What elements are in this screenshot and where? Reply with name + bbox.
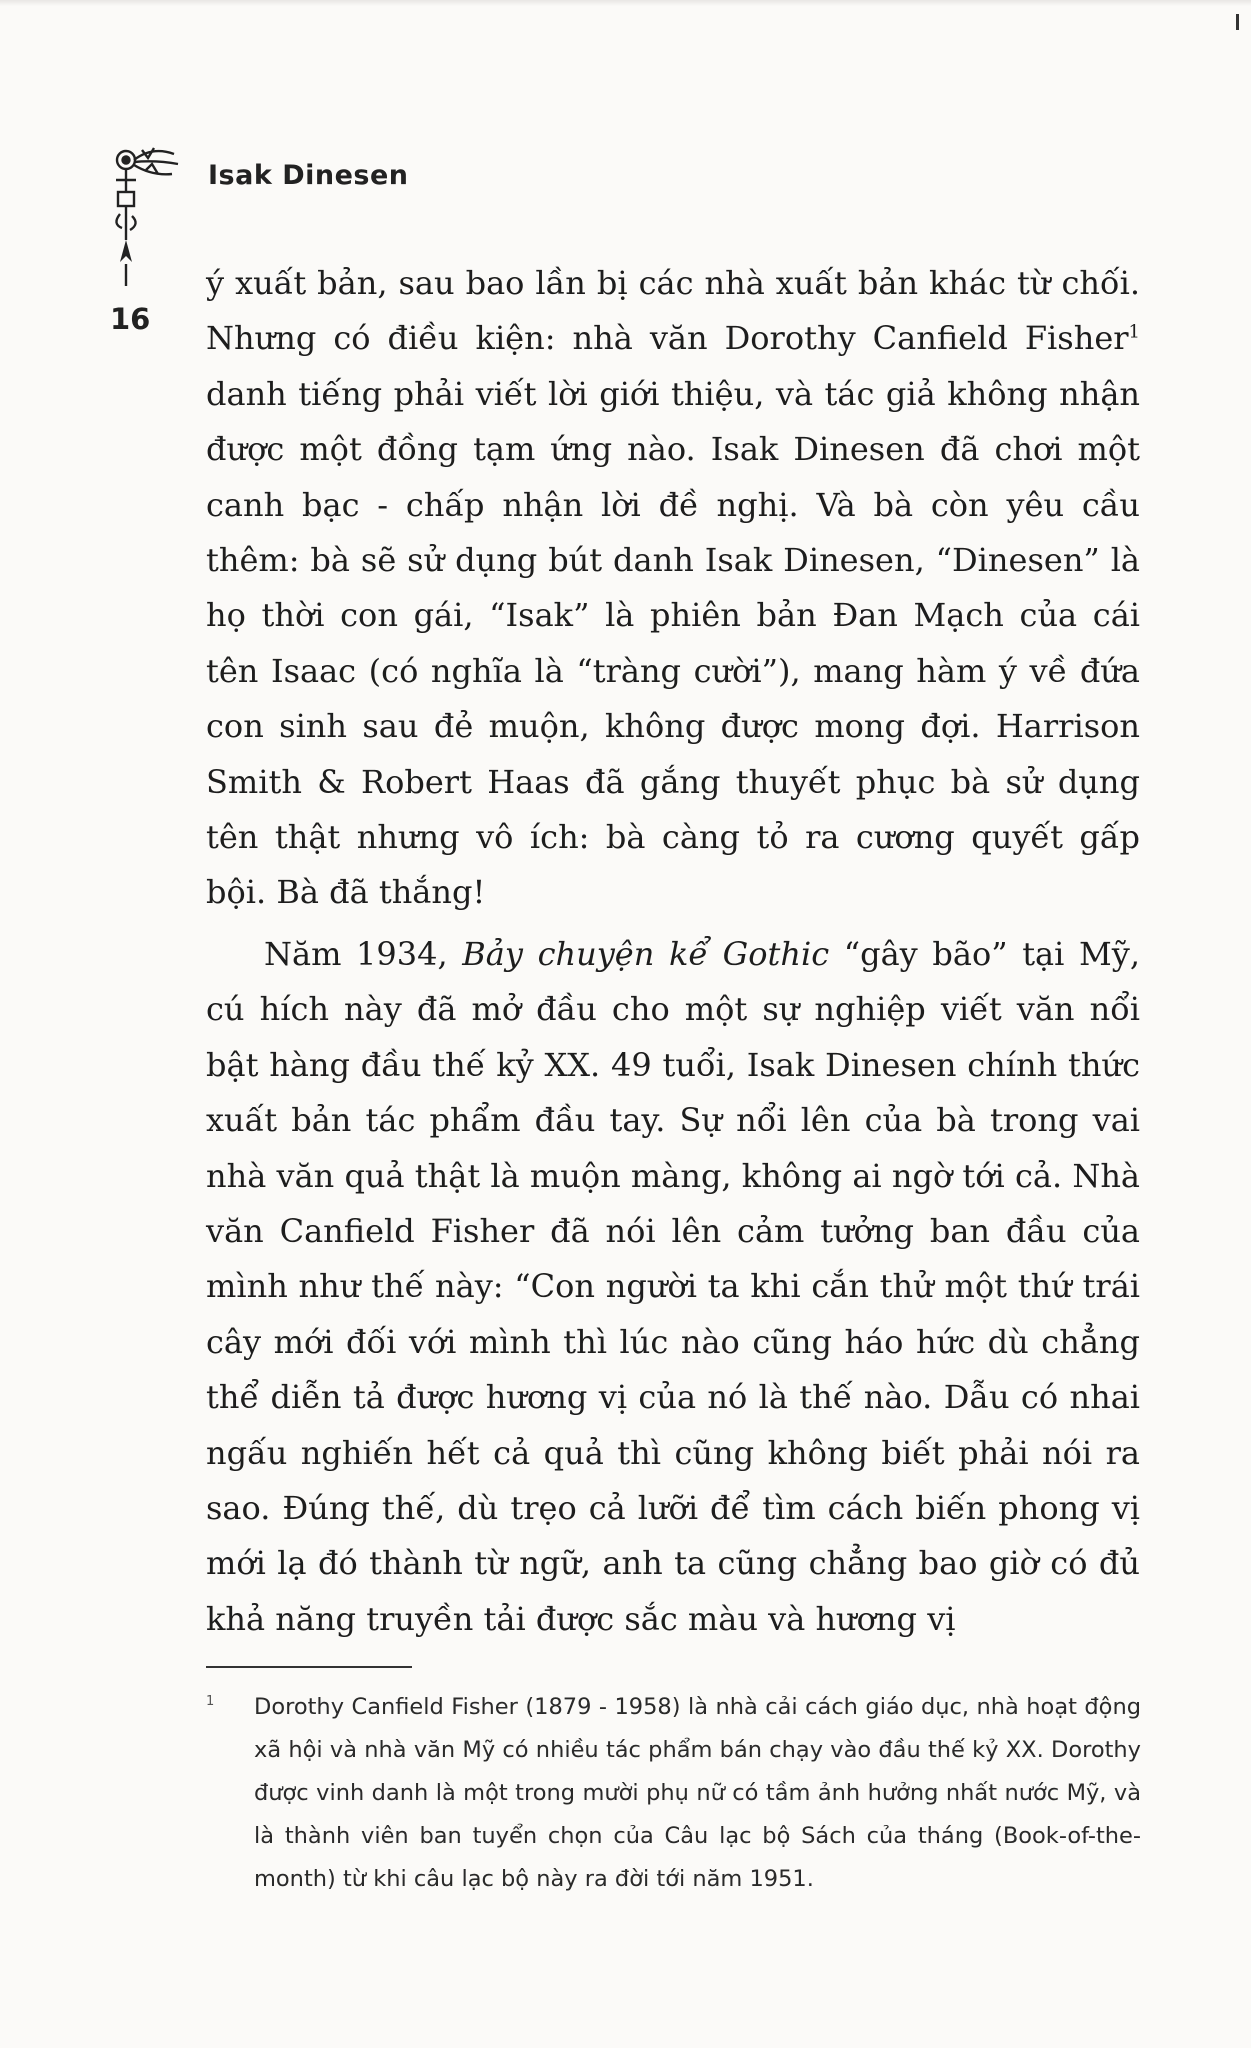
decorative-flourish-icon <box>112 140 182 290</box>
paragraph <box>206 927 1140 1647</box>
paragraph-text: ý xuất bản, sau bao lần bị các nhà xuất bản khác từ chối. Nhưng có điều kiện: nhà văn Dorothy Canfield Fisher <box>206 264 1140 358</box>
footnote-text: Dorothy Canfield Fisher (1879 - 1958) là nhà cải cách giáo dục, nhà hoạt động xã hội và nhà văn Mỹ có nhiều tác phẩm bán chạy vào đầu thế kỷ XX. Dorothy được vinh danh là một trong mười phụ nữ có tầm ảnh hưởng nhất nước Mỹ, và là thành viên ban tuyển chọn của Câu lạc bộ Sách của tháng (Book-of-the-month) từ khi câu lạc bộ này ra đời tới năm 1951. <box>254 1694 1141 1892</box>
page-number: 16 <box>110 302 151 336</box>
corner-crop-mark <box>1236 14 1239 30</box>
footnote <box>206 1686 1141 1901</box>
book-title: Bảy chuyện kể Gothic <box>462 934 830 973</box>
paragraph-text: danh tiếng phải viết lời giới thiệu, và tác giả không nhận được một đồng tạm ứng nào. Isak Dinesen đã chơi một canh bạc - chấp nhận lời đề nghị. Và bà còn yêu cầu thêm: bà sẽ sử dụng bút danh Isak Dinesen, “Dinesen” là họ thời con gái, “Isak” là phiên bản Đan Mạch của cái tên Isaac (có nghĩa là “tràng cười”), mang hàm ý về đứa con sinh sau đẻ muộn, không được mong đợi. Harrison Smith & Robert Haas đã gắng thuyết phục bà sử dụng tên thật nhưng vô ích: bà càng tỏ ra cương quyết gấp bội. Bà đã thắng! <box>206 374 1140 912</box>
running-head: Isak Dinesen <box>208 160 409 191</box>
footnote-divider <box>206 1666 412 1668</box>
paragraph <box>206 256 1140 921</box>
footnote-reference: 1 <box>1128 321 1140 343</box>
page-top-edge <box>0 0 1251 6</box>
paragraph-text: Năm 1934, <box>264 934 463 973</box>
paragraph-text: “gây bão” tại Mỹ, cú hích này đã mở đầu cho một sự nghiệp viết văn nổi bật hàng đầu thế kỷ XX. 49 tuổi, Isak Dinesen chính thức xuất bản tác phẩm đầu tay. Sự nổi lên của bà trong vai nhà văn quả thật là muộn màng, không ai ngờ tới cả. Nhà văn Canfield Fisher đã nói lên cảm tưởng ban đầu của mình như thế này: “Con người ta khi cắn thử một thứ trái cây mới đối với mình thì lúc nào cũng háo hức dù chẳng thể diễn tả được hương vị của nó là thế nào. Dẫu có nhai ngấu nghiến hết cả quả thì cũng không biết phải nói ra sao. Đúng thế, dù trẹo cả lưỡi để tìm cách biến phong vị mới lạ đó thành từ ngữ, anh ta cũng chẳng bao giờ có đủ khả năng truyền tải được sắc màu và hương vị <box>206 934 1140 1638</box>
footnote-marker: 1 <box>206 1694 215 1709</box>
body-text <box>206 256 1140 1647</box>
